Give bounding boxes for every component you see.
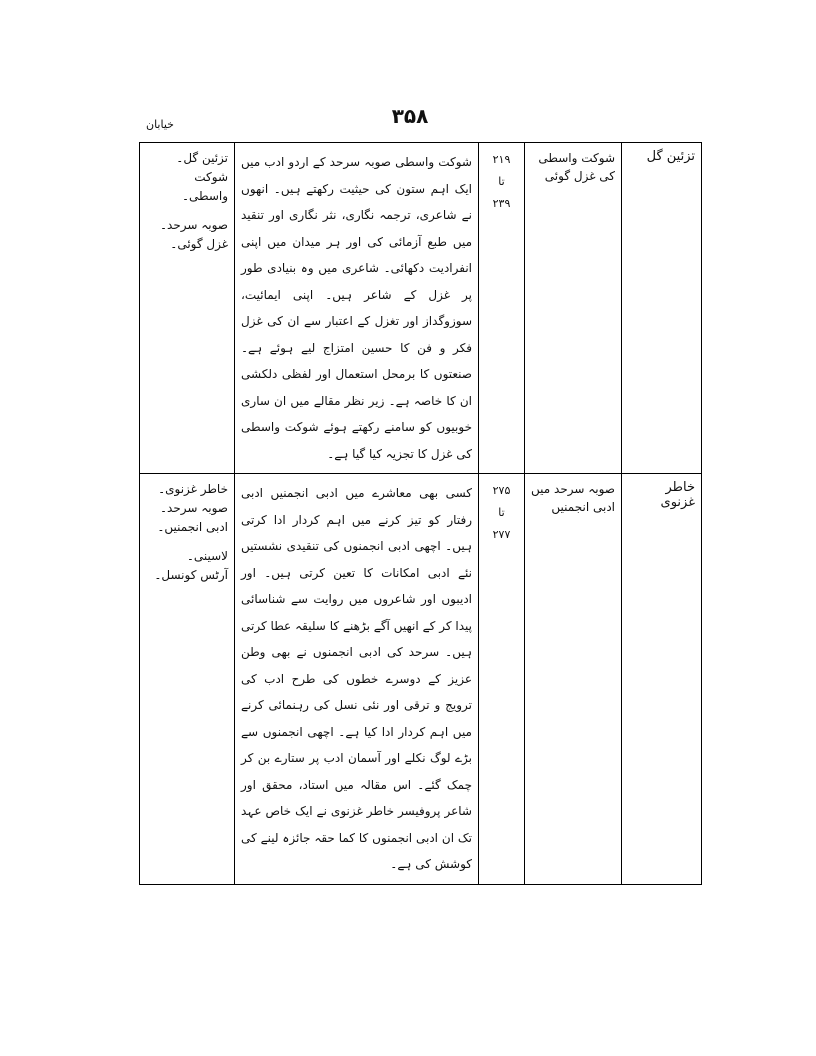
table-row [140,474,702,885]
page-range-cell [479,474,525,885]
keyword: ادبی انجمنیں۔ [157,520,228,534]
page-start: ۲۷۵ [492,484,511,497]
page-end: ۲۷۷ [492,528,511,541]
page-range-separator: تا [498,506,505,519]
page-number: ۳۵۸ [391,104,429,128]
article-title-cell: شوکت واسطی کی غزل گوئی [525,143,622,474]
abstract-cell: کسی بھی معاشرے میں ادبی انجمنیں ادبی رفتار کو تیز کرنے میں اہم کردار ادا کرتی ہیں۔ اچھی ادبی انجمنوں کی تنقیدی نشستیں نئے ادبی امکانات کا تعین کرتی ہیں۔ اور ادیبوں اور شاعروں میں روایت سے شناسائی پیدا کر کے انھیں آگے بڑھنے کا سلیقہ عطا کرتی ہیں۔ سرحد کی ادبی انجمنوں نے بھی وطن عزیز کے دوسرے خطوں کی طرح ادب کی ترویج و ترقی اور نئی نسل کی رہنمائی کرنے میں اہم کردار ادا کیا ہے۔ اچھی انجمنوں سے بڑے لوگ نکلے اور آسمان ادب پر ستارے بن کر چمک گئے۔ اس مقالہ میں استاد، محقق اور شاعر پروفیسر خاطر غزنوی نے ایک خاص عہد تک ان ادبی انجمنوں کا کما حقہ جائزہ لینے کی کوشش کی ہے۔ [235,474,479,885]
keyword: تزئین گل۔ [176,151,228,165]
journal-name: خیابان [146,118,174,131]
abstract-cell: شوکت واسطی صوبہ سرحد کے اردو ادب میں ایک اہم ستون کی حیثیت رکھتے ہیں۔ انھوں نے شاعری، ترجمہ نگاری، نثر نگاری اور تنقید میں طبع آزمائی کی اور ہر میدان میں اپنی انفرادیت دکھائی۔ شاعری میں وہ بنیادی طور پر غزل کے شاعر ہیں۔ اپنی ایمائیت، سوزوگداز اور تغزل کے اعتبار سے ان کی غزل فکر و فن کا حسین امتزاج لیے ہوئے ہے۔ صنعتوں کا برمحل استعمال اور لفظی دلکشی ان کا خاصہ ہے۔ زیر نظر مقالے میں ان ساری خوبیوں کو سامنے رکھتے ہوئے شوکت واسطی کی غزل کا تجزیہ کیا گیا ہے۔ [235,143,479,474]
keyword: شوکت واسطی۔ [181,170,228,203]
page-start: ۲۱۹ [492,153,511,166]
table-row [140,143,702,474]
keyword: خاطر غزنوی۔ [158,482,228,496]
keyword: غزل گوئی۔ [170,237,228,251]
author-cell: خاطر غزنوی [622,474,702,885]
keyword: لاسینی۔ [186,549,228,563]
page-range-separator: تا [498,175,505,188]
keyword: صوبہ سرحد۔ [160,501,228,515]
keywords-cell [140,143,235,474]
keyword: آرٹس کونسل۔ [154,568,228,582]
page-range-cell [479,143,525,474]
keywords-cell [140,474,235,885]
keyword: صوبہ سرحد۔ [160,218,228,232]
author-cell: تزئین گل [622,143,702,474]
article-title-cell: صوبہ سرحد میں ادبی انجمنیں [525,474,622,885]
article-index-table [139,142,702,885]
page-end: ۲۳۹ [492,197,511,210]
